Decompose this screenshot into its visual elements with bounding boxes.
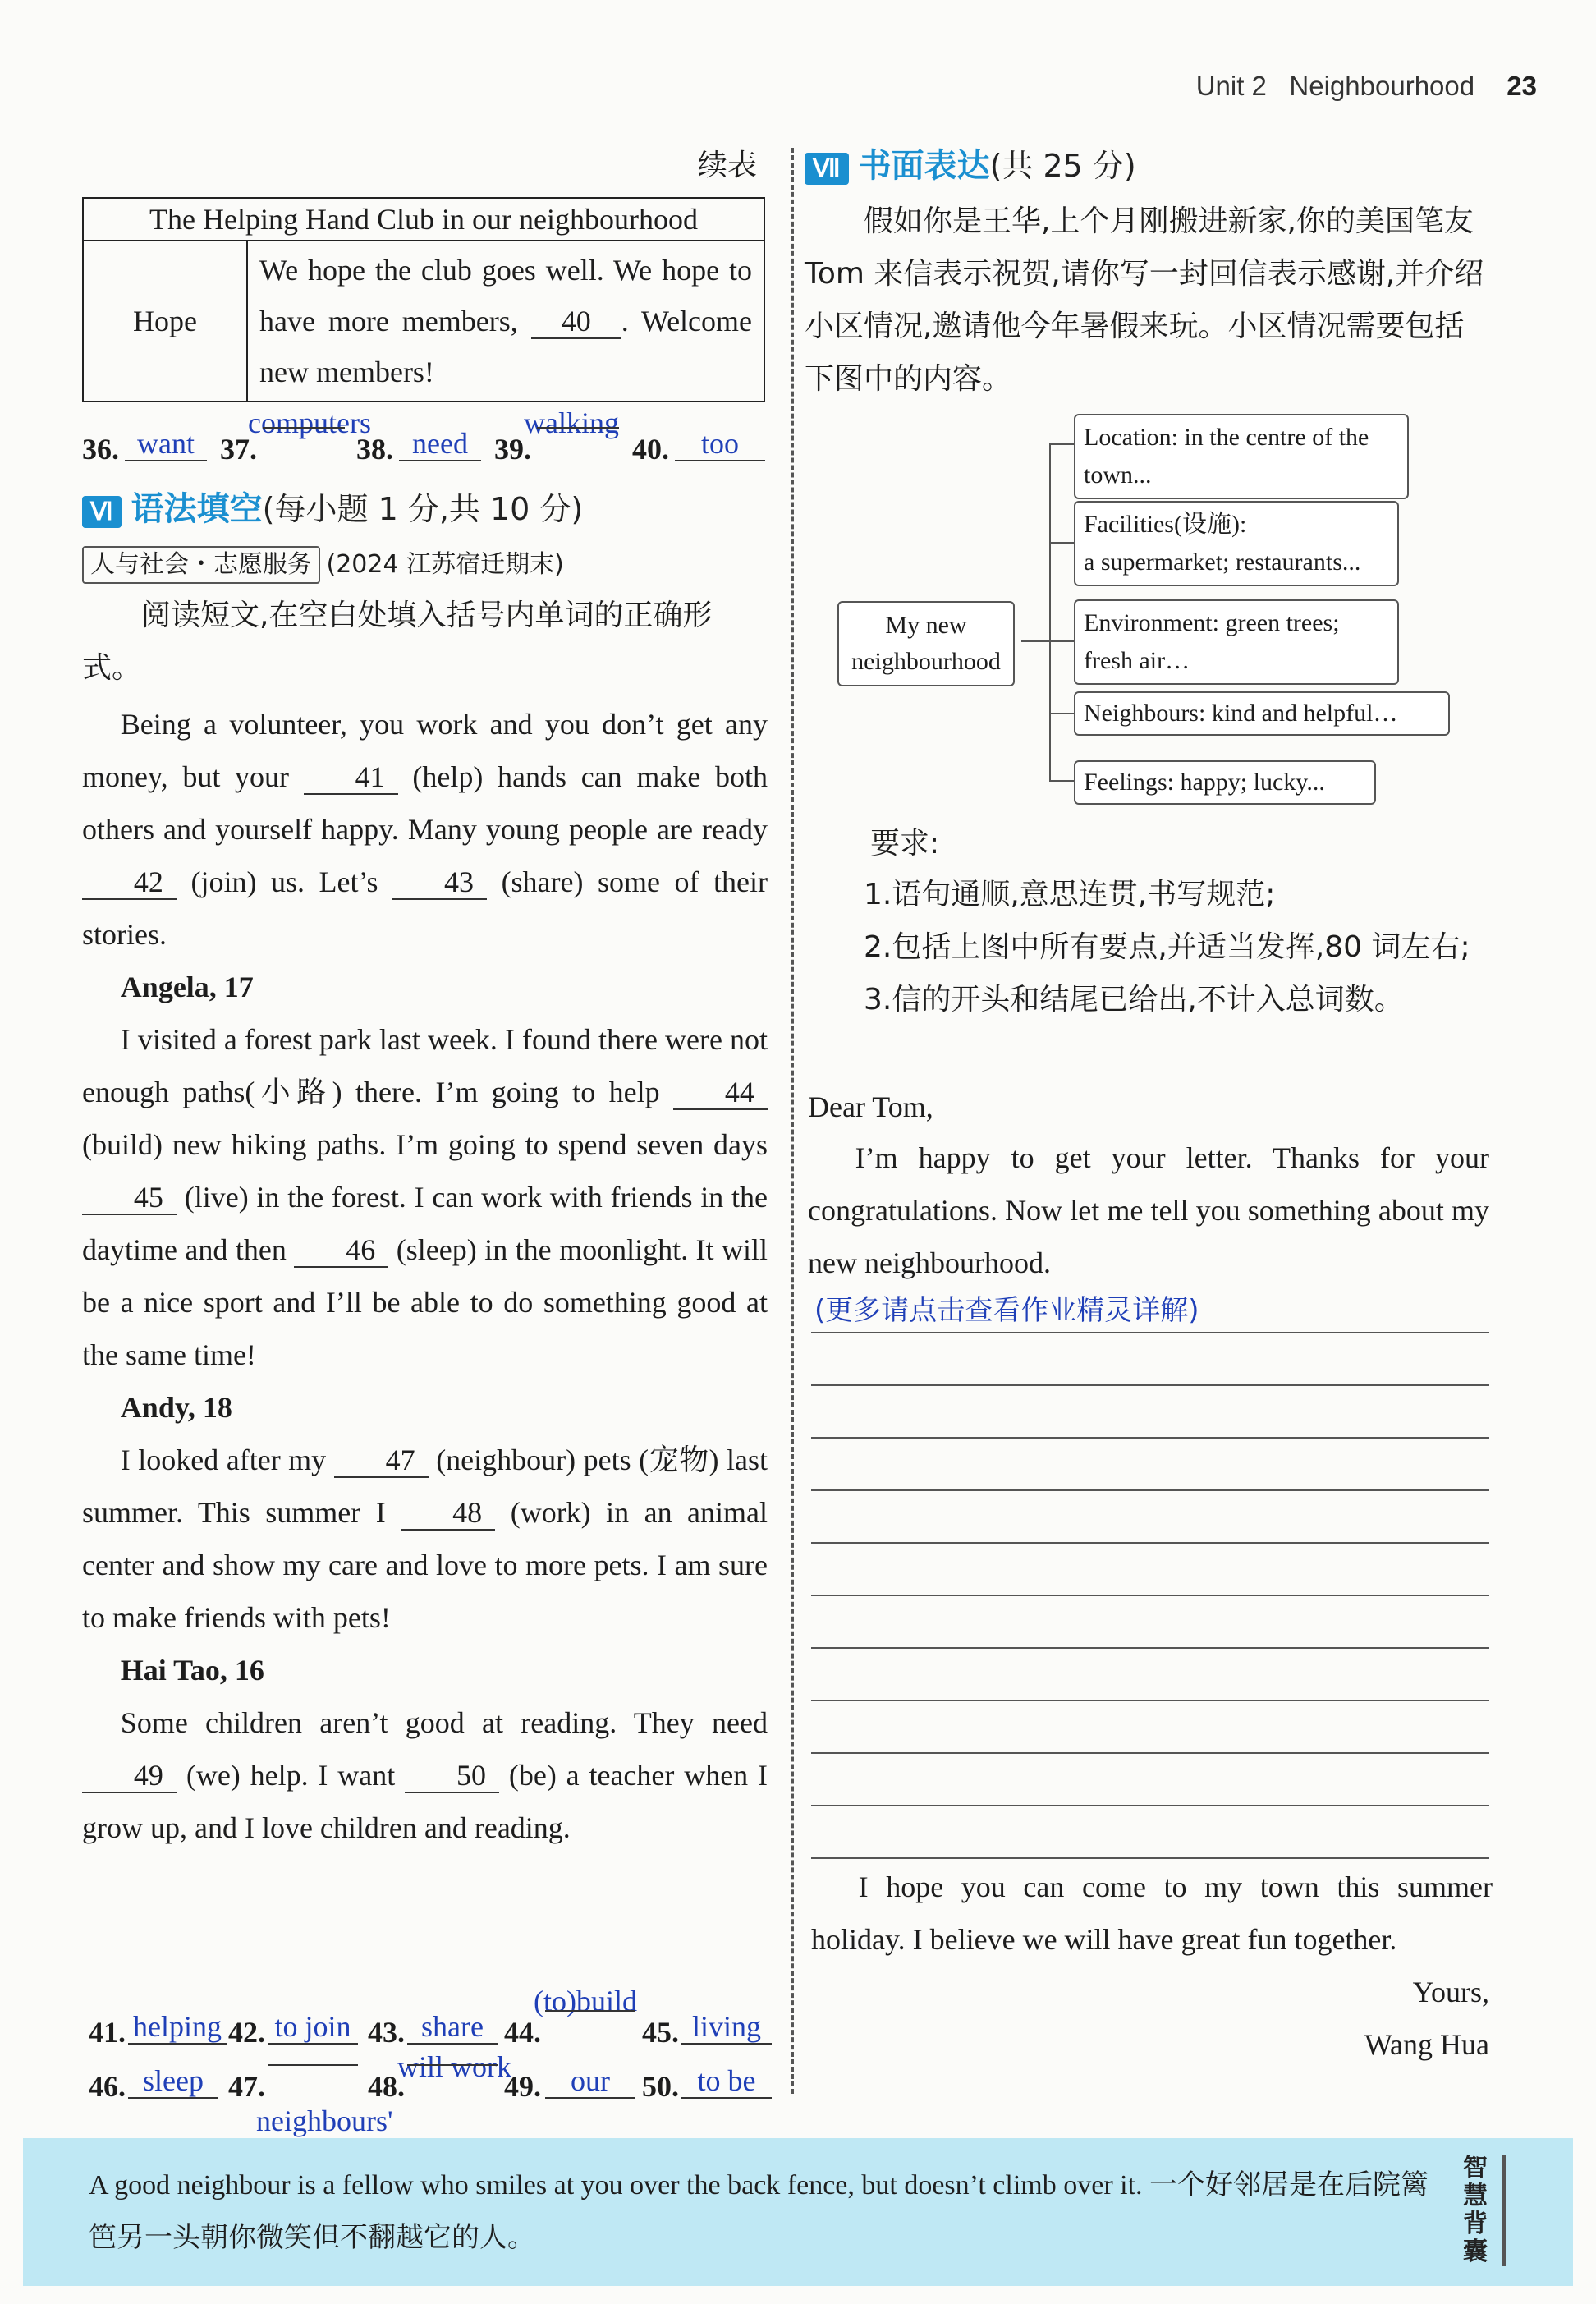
blank-46[interactable]: 46 — [294, 1233, 388, 1268]
answer-49[interactable]: our — [545, 2064, 635, 2099]
blank-48[interactable]: 48 — [401, 1496, 495, 1531]
answer-42[interactable]: to join — [268, 2010, 358, 2045]
author-name-1: Angela, 17 — [120, 971, 254, 1003]
map-center: My new neighbourhood — [837, 601, 1015, 686]
answer-39[interactable]: walking — [524, 406, 619, 439]
continued-label: 续表 — [698, 149, 758, 182]
blank-40[interactable]: 40 — [531, 305, 621, 339]
map-neighbours: Neighbours: kind and helpful… — [1074, 691, 1450, 736]
blank-47[interactable]: 47 — [334, 1443, 429, 1478]
answer-45[interactable]: living — [681, 2010, 772, 2045]
passage — [82, 698, 768, 1854]
table-row-label: Hope — [83, 241, 247, 402]
requirements-list: 1.语句通顺,意思连贯,书写规范; 2.包括上图中所有要点,并适当发挥,80 词左右; 3.信的开头和结尾已给出,不计入总词数。 — [864, 878, 1470, 1017]
letter-closing: I hope you can come to my town this summer holiday. I believe we will have great fun together. — [811, 1870, 1493, 1956]
map-environment: Environment: green trees; fresh air… — [1074, 599, 1399, 685]
map-facilities: Facilities(设施): a supermarket; restaurants... — [1074, 501, 1399, 586]
section-7-badge: Ⅶ — [805, 153, 849, 185]
requirements-title: 要求: — [870, 827, 940, 861]
blank-50[interactable]: 50 — [405, 1759, 499, 1793]
footer-quote: A good neighbour is a fellow who smiles at you over the back fence, but doesn’t climb over it. 一个好邻居是在后院篱笆另一头朝你微笑但不翻越它的人。 — [89, 2170, 1429, 2253]
more-link[interactable]: (更多请点击查看作业精灵详解) — [814, 1294, 1199, 1327]
answer-41[interactable]: helping — [128, 2010, 227, 2045]
answers-41-50: 41. helping 42. to join 43. share 44. (to)build 45. living 46. sleep 47. neighbours' 48. will work 49. our 50. to be — [89, 1987, 778, 2127]
paragraph-1: Being a volunteer, you work and you don’t get any money, but your 41 (help) hands can make both others and yourself happy. Many young people are ready 42 (join) us. Let’s 43 (share) some of their stories. — [82, 708, 768, 951]
paragraph-4: Some children aren’t good at reading. They need 49 (we) help. I want 50 (be) a teacher when I grow up, and I love children and reading. — [82, 1706, 768, 1844]
paragraph-2: I visited a forest park last week. I found there were not enough paths(小路) there. I’m going to help 44 (build) new hiking paths. I’m going to spend seven days 45 (live) in the forest. I can work with friends in the daytime and then 46 (sleep) in the moonlight. It will be a nice sport and I’ll be able to do something good at the same time! — [82, 1023, 768, 1371]
map-feelings: Feelings: happy; lucky... — [1074, 760, 1376, 805]
writing-prompt: 假如你是王华,上个月刚搬进新家,你的美国笔友 Tom 来信表示祝贺,请你写一封回信表示感谢,并介绍小区情况,邀请他今年暑假来玩。小区情况需要包括下图中的内容。 — [805, 204, 1484, 396]
map-location: Location: in the centre of the town... — [1074, 414, 1409, 499]
table-heading: The Helping Hand Club in our neighbourhood — [83, 198, 764, 241]
answer-47[interactable]: neighbours' — [256, 2104, 393, 2137]
letter-opening: I’m happy to get your letter. Thanks for your congratulations. Now let me tell you something about my new neighbourhood. — [808, 1141, 1489, 1279]
answer-36[interactable]: want — [125, 427, 207, 461]
column-divider — [791, 148, 794, 2094]
blank-42[interactable]: 42 — [82, 865, 177, 900]
letter-greeting: Dear Tom, — [808, 1090, 933, 1123]
answer-43[interactable]: share — [407, 2010, 498, 2045]
page-number: 23 — [1507, 71, 1537, 101]
footer-side-label: 智慧背囊 — [1463, 2155, 1506, 2266]
page-header — [1196, 71, 1537, 102]
club-table — [82, 197, 765, 402]
section-6-source: 人与社会・志愿服务 (2024 江苏宿迁期末) — [82, 544, 564, 584]
unit-label: Unit 2 — [1195, 71, 1267, 101]
table-row-text: We hope the club goes well. We hope to have more members, 40 . Welcome new members! — [247, 241, 764, 402]
section-6-instruction: 阅读短文,在空白处填入括号内单词的正确形式。 — [82, 599, 713, 685]
paragraph-3: I looked after my 47 (neighbour) pets (宠物) last summer. This summer I 48 (work) in an animal center and show my care and love to more pets. I am sure to make friends with pets! — [82, 1443, 768, 1634]
answer-48[interactable]: will work — [397, 2050, 511, 2083]
section-7-title: Ⅶ 书面表达(共 25 分) — [805, 140, 1136, 186]
answer-38[interactable]: need — [399, 427, 481, 461]
answer-50[interactable]: to be — [681, 2064, 772, 2099]
answer-46[interactable]: sleep — [128, 2064, 218, 2099]
blank-41[interactable]: 41 — [304, 760, 398, 795]
answer-37[interactable]: computers — [248, 406, 371, 439]
footer-banner — [23, 2138, 1573, 2286]
blank-43[interactable]: 43 — [392, 865, 487, 900]
answers-36-40: 36. want 37. computers 38. need 39. walking 40. too — [82, 427, 772, 476]
section-6-badge: Ⅵ — [82, 496, 122, 528]
unit-title: Neighbourhood — [1289, 71, 1475, 101]
answer-44[interactable]: (to)build — [534, 1985, 637, 2017]
topic-tag: 人与社会・志愿服务 — [82, 546, 320, 584]
letter-sign-name: Wang Hua — [1364, 2028, 1489, 2061]
letter-sign-yours: Yours, — [1412, 1976, 1489, 2008]
blank-44[interactable]: 44 — [673, 1076, 768, 1110]
author-name-2: Andy, 18 — [120, 1391, 232, 1424]
answer-40[interactable]: too — [675, 427, 765, 461]
author-name-3: Hai Tao, 16 — [120, 1654, 264, 1687]
blank-49[interactable]: 49 — [82, 1759, 177, 1793]
section-6-title: Ⅵ 语法填空(每小题 1 分,共 10 分) — [82, 483, 583, 530]
blank-45[interactable]: 45 — [82, 1181, 177, 1215]
